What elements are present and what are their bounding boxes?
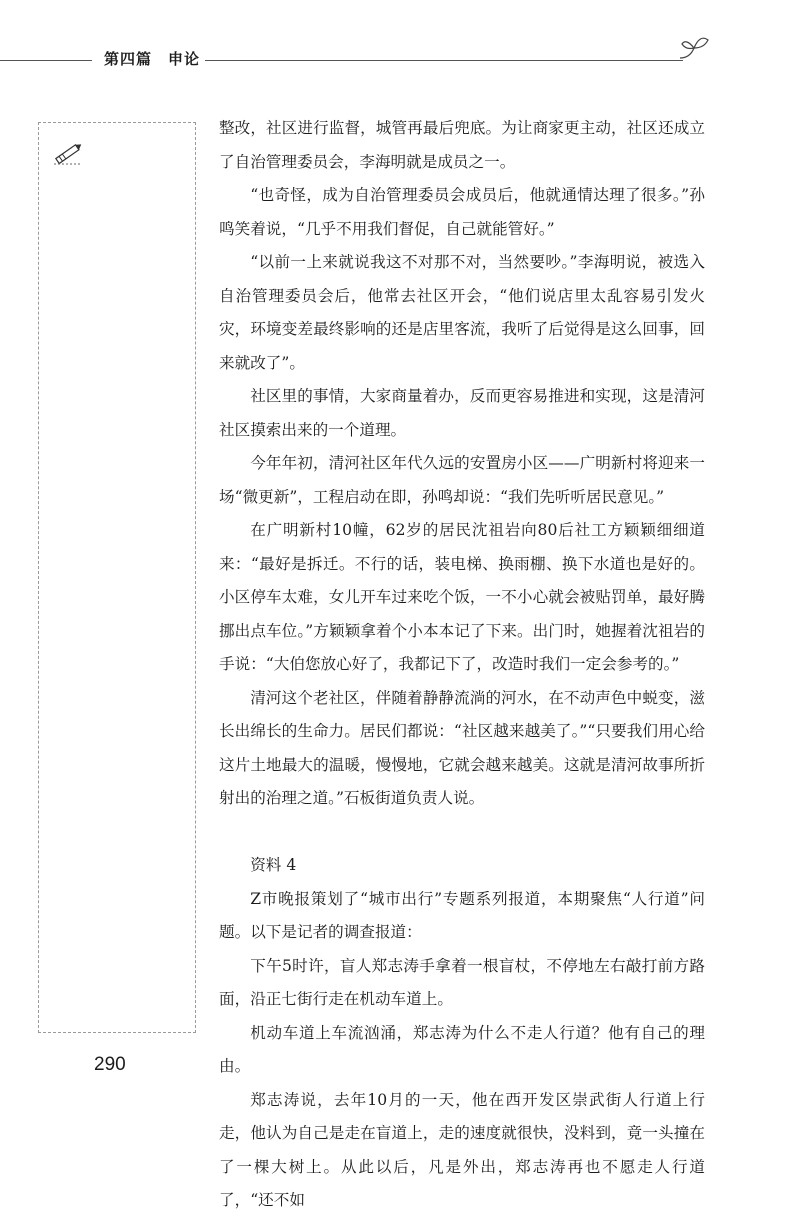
paragraph: “以前一上来就说我这不对那不对，当然要吵。”李海明说，被选入自治管理委员会后，他常去社区开会，“他们说店里太乱容易引发火灾，环境变差最终影响的还是店里客流，我听了后觉得是这么回事，回来就改了”。 <box>219 253 705 372</box>
paragraph: “也奇怪，成为自治管理委员会成员后，他就通情达理了很多。”孙鸣笑着说，“几乎不用我们督促，自己就能管好。” <box>219 186 705 238</box>
section-spacer <box>219 816 705 850</box>
pencil-icon <box>52 140 86 166</box>
paragraph: Z市晚报策划了“城市出行”专题系列报道，本期聚焦“人行道”问题。以下是记者的调查报道： <box>219 889 705 941</box>
paragraph: 机动车道上车流汹涌，郑志涛为什么不走人行道？他有自己的理由。 <box>219 1023 705 1075</box>
margin-note-box <box>38 122 196 1033</box>
paragraph: 今年年初，清河社区年代久远的安置房小区——广明新村将迎来一场“微更新”，工程启动在即，孙鸣却说：“我们先听听居民意见。” <box>219 454 705 506</box>
header-rule-left <box>0 60 92 61</box>
section-title: 第四篇 申论 <box>104 50 201 68</box>
material-heading: 资料 4 <box>250 856 297 874</box>
paragraph: 清河这个老社区，伴随着静静流淌的河水，在不动声色中蜕变，滋长出绵长的生命力。居民们都说：“社区越来越美了。”“只要我们用心给这片土地最大的温暖，慢慢地，它就会越来越美。这就是清河故事所折射出的治理之道。”石板街道负责人说。 <box>219 688 705 807</box>
sprout-icon <box>678 32 714 62</box>
page-header <box>0 44 800 74</box>
header-rule-right <box>205 60 683 61</box>
body-text <box>219 112 705 1218</box>
paragraph: 郑志涛说，去年10月的一天，他在西开发区崇武街人行道上行走，他认为自己是走在盲道上，走的速度就很快，没料到，竟一头撞在了一棵大树上。从此以后，凡是外出，郑志涛再也不愿走人行道了，“还不如 <box>219 1090 705 1209</box>
page-number: 290 <box>94 1054 126 1075</box>
paragraph: 整改，社区进行监督，城管再最后兜底。为让商家更主动，社区还成立了自治管理委员会，李海明就是成员之一。 <box>219 119 705 171</box>
paragraph: 在广明新村10幢，62岁的居民沈祖岩向80后社工方颖颖细细道来：“最好是拆迁。不行的话，装电梯、换雨棚、换下水道也是好的。小区停车太难，女儿开车过来吃个饭，一不小心就会被贴罚单，最好腾挪出点车位。”方颖颖拿着个小本本记了下来。出门时，她握着沈祖岩的手说：“大伯您放心好了，我都记下了，改造时我们一定会参考的。” <box>219 521 705 673</box>
paragraph: 下午5时许，盲人郑志涛手拿着一根盲杖，不停地左右敲打前方路面，沿正七街行走在机动车道上。 <box>219 956 705 1008</box>
paragraph: 社区里的事情，大家商量着办，反而更容易推进和实现，这是清河社区摸索出来的一个道理。 <box>219 387 705 439</box>
